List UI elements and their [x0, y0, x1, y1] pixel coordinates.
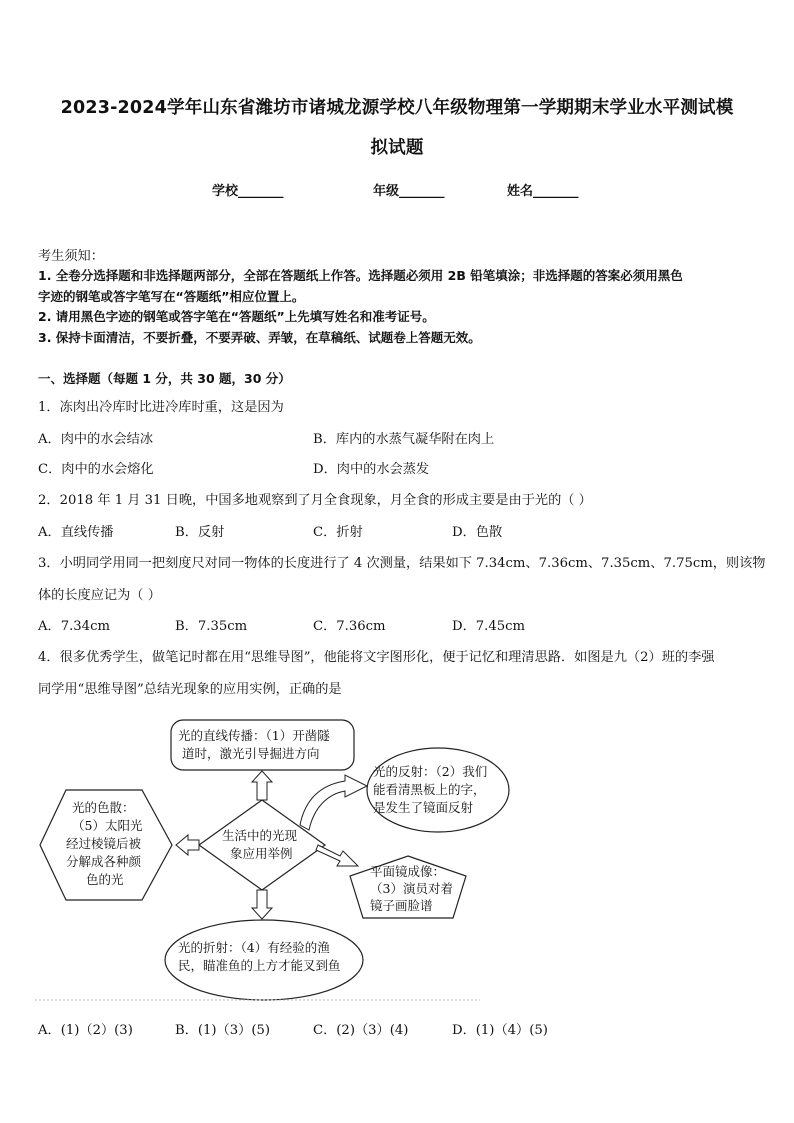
q1-option-b: B．库内的水蒸气凝华附在肉上: [313, 432, 495, 447]
q4-option-c: C．(2)（3）(4): [313, 1023, 409, 1038]
node-dispersion-text-1: 光的色散：: [72, 800, 135, 815]
node-straight-line-text-1: 光的直线传播：（1）开凿隧: [178, 728, 330, 743]
arrow-down: [252, 890, 272, 919]
grade-field: 年级_______: [373, 184, 445, 199]
q2-option-a: A．直线传播: [38, 525, 114, 540]
center-text-2: 象应用举例: [230, 846, 293, 861]
node-straight-line-text-2: 道时，激光引导掘进方向: [182, 746, 320, 761]
node-reflection-text-1: 光的反射：（2）我们: [373, 764, 488, 779]
q3-stem-line-1: 3．小明同学用同一把刻度尺对同一物体的长度进行了 4 次测量，结果如下 7.34cm、7.36cm、7.35cm、7.75cm，则该物: [38, 556, 766, 571]
node-dispersion-text-4: 分解成各种颜: [66, 854, 142, 869]
node-plane-mirror-text-3: 镜子画脸谱: [370, 898, 433, 913]
node-reflection-text-3: 是发生了镜面反射: [373, 800, 474, 815]
q1-option-a: A．肉中的水会结冰: [38, 432, 154, 447]
node-reflection-text-2: 能看清黑板上的字，: [373, 782, 486, 797]
node-refraction-text-2: 民，瞄准鱼的上方才能叉到鱼: [178, 958, 341, 973]
arrow-up: [252, 771, 272, 800]
q1-option-d: D．肉中的水会蒸发: [313, 462, 430, 477]
notice-item-3: 3. 保持卡面清洁，不要折叠，不要弄破、弄皱，在草稿纸、试题卷上答题无效。: [38, 330, 481, 345]
q4-stem-line-1: 4．很多优秀学生，做笔记时都在用“思维导图”，他能将文字图形化，便于记忆和理清思路．如图是九（2）班的李强: [38, 650, 715, 665]
node-dispersion-text-3: 经过棱镜后被: [66, 836, 142, 851]
q4-option-d: D．(1)（4）(5): [452, 1023, 548, 1038]
q3-option-b: B．7.35cm: [175, 619, 248, 634]
node-dispersion-text-2: （5）太阳光: [72, 818, 143, 833]
title-line-1: 2023-2024学年山东省潍坊市诸城龙源学校八年级物理第一学期期末学业水平测试模: [60, 98, 734, 118]
q1-stem: 1．冻肉出冷库时比进冷库时重，这是因为: [38, 400, 284, 415]
school-field: 学校_______: [212, 184, 284, 199]
q2-option-b: B．反射: [175, 525, 225, 540]
q2-option-d: D．色散: [452, 525, 503, 540]
q3-stem-line-2: 体的长度应记为（ ）: [38, 588, 161, 603]
notice-item-2: 2. 请用黑色字迹的钢笔或答字笔在“答题纸”上先填写姓名和准考证号。: [38, 309, 435, 324]
notice-item-1b: 字迹的钢笔或答字笔写在“答题纸”相应位置上。: [38, 289, 305, 304]
q1-option-c: C．肉中的水会熔化: [38, 462, 154, 477]
q4-stem-line-2: 同学用“思维导图”总结光现象的应用实例，正确的是: [38, 682, 342, 697]
q3-option-a: A．7.34cm: [38, 619, 110, 634]
notice-item-1a: 1. 全卷分选择题和非选择题两部分，全部在答题纸上作答。选择题必须用 2B 铅笔填涂；非选择题的答案必须用黑色: [38, 268, 683, 283]
name-field: 姓名_______: [507, 184, 579, 199]
node-dispersion-text-5: 色的光: [86, 872, 124, 887]
title-line-2: 拟试题: [370, 138, 424, 158]
node-plane-mirror-text-1: 平面镜成像：: [370, 864, 446, 879]
q4-option-b: B．(1)（3）(5): [175, 1023, 271, 1038]
node-plane-mirror-text-2: （3）演员对着: [370, 881, 453, 896]
arrow-curve-reflection: [300, 775, 367, 830]
q3-option-d: D．7.45cm: [452, 619, 526, 634]
arrow-left: [176, 835, 199, 855]
center-text-1: 生活中的光现: [222, 828, 298, 843]
q4-option-a: A．(1)（2）(3): [38, 1023, 133, 1038]
q3-option-c: C．7.36cm: [313, 619, 386, 634]
q2-stem: 2．2018 年 1 月 31 日晚，中国多地观察到了月全食现象，月全食的形成主要是由于光的（ ）: [38, 493, 592, 508]
notice-heading: 考生须知：: [38, 249, 104, 264]
arrow-plane-mirror: [316, 845, 358, 866]
node-refraction-text-1: 光的折射：（4）有经验的渔: [178, 940, 330, 955]
section-heading: 一、选择题（每题 1 分，共 30 题，30 分）: [38, 371, 291, 386]
q2-option-c: C．折射: [313, 525, 363, 540]
